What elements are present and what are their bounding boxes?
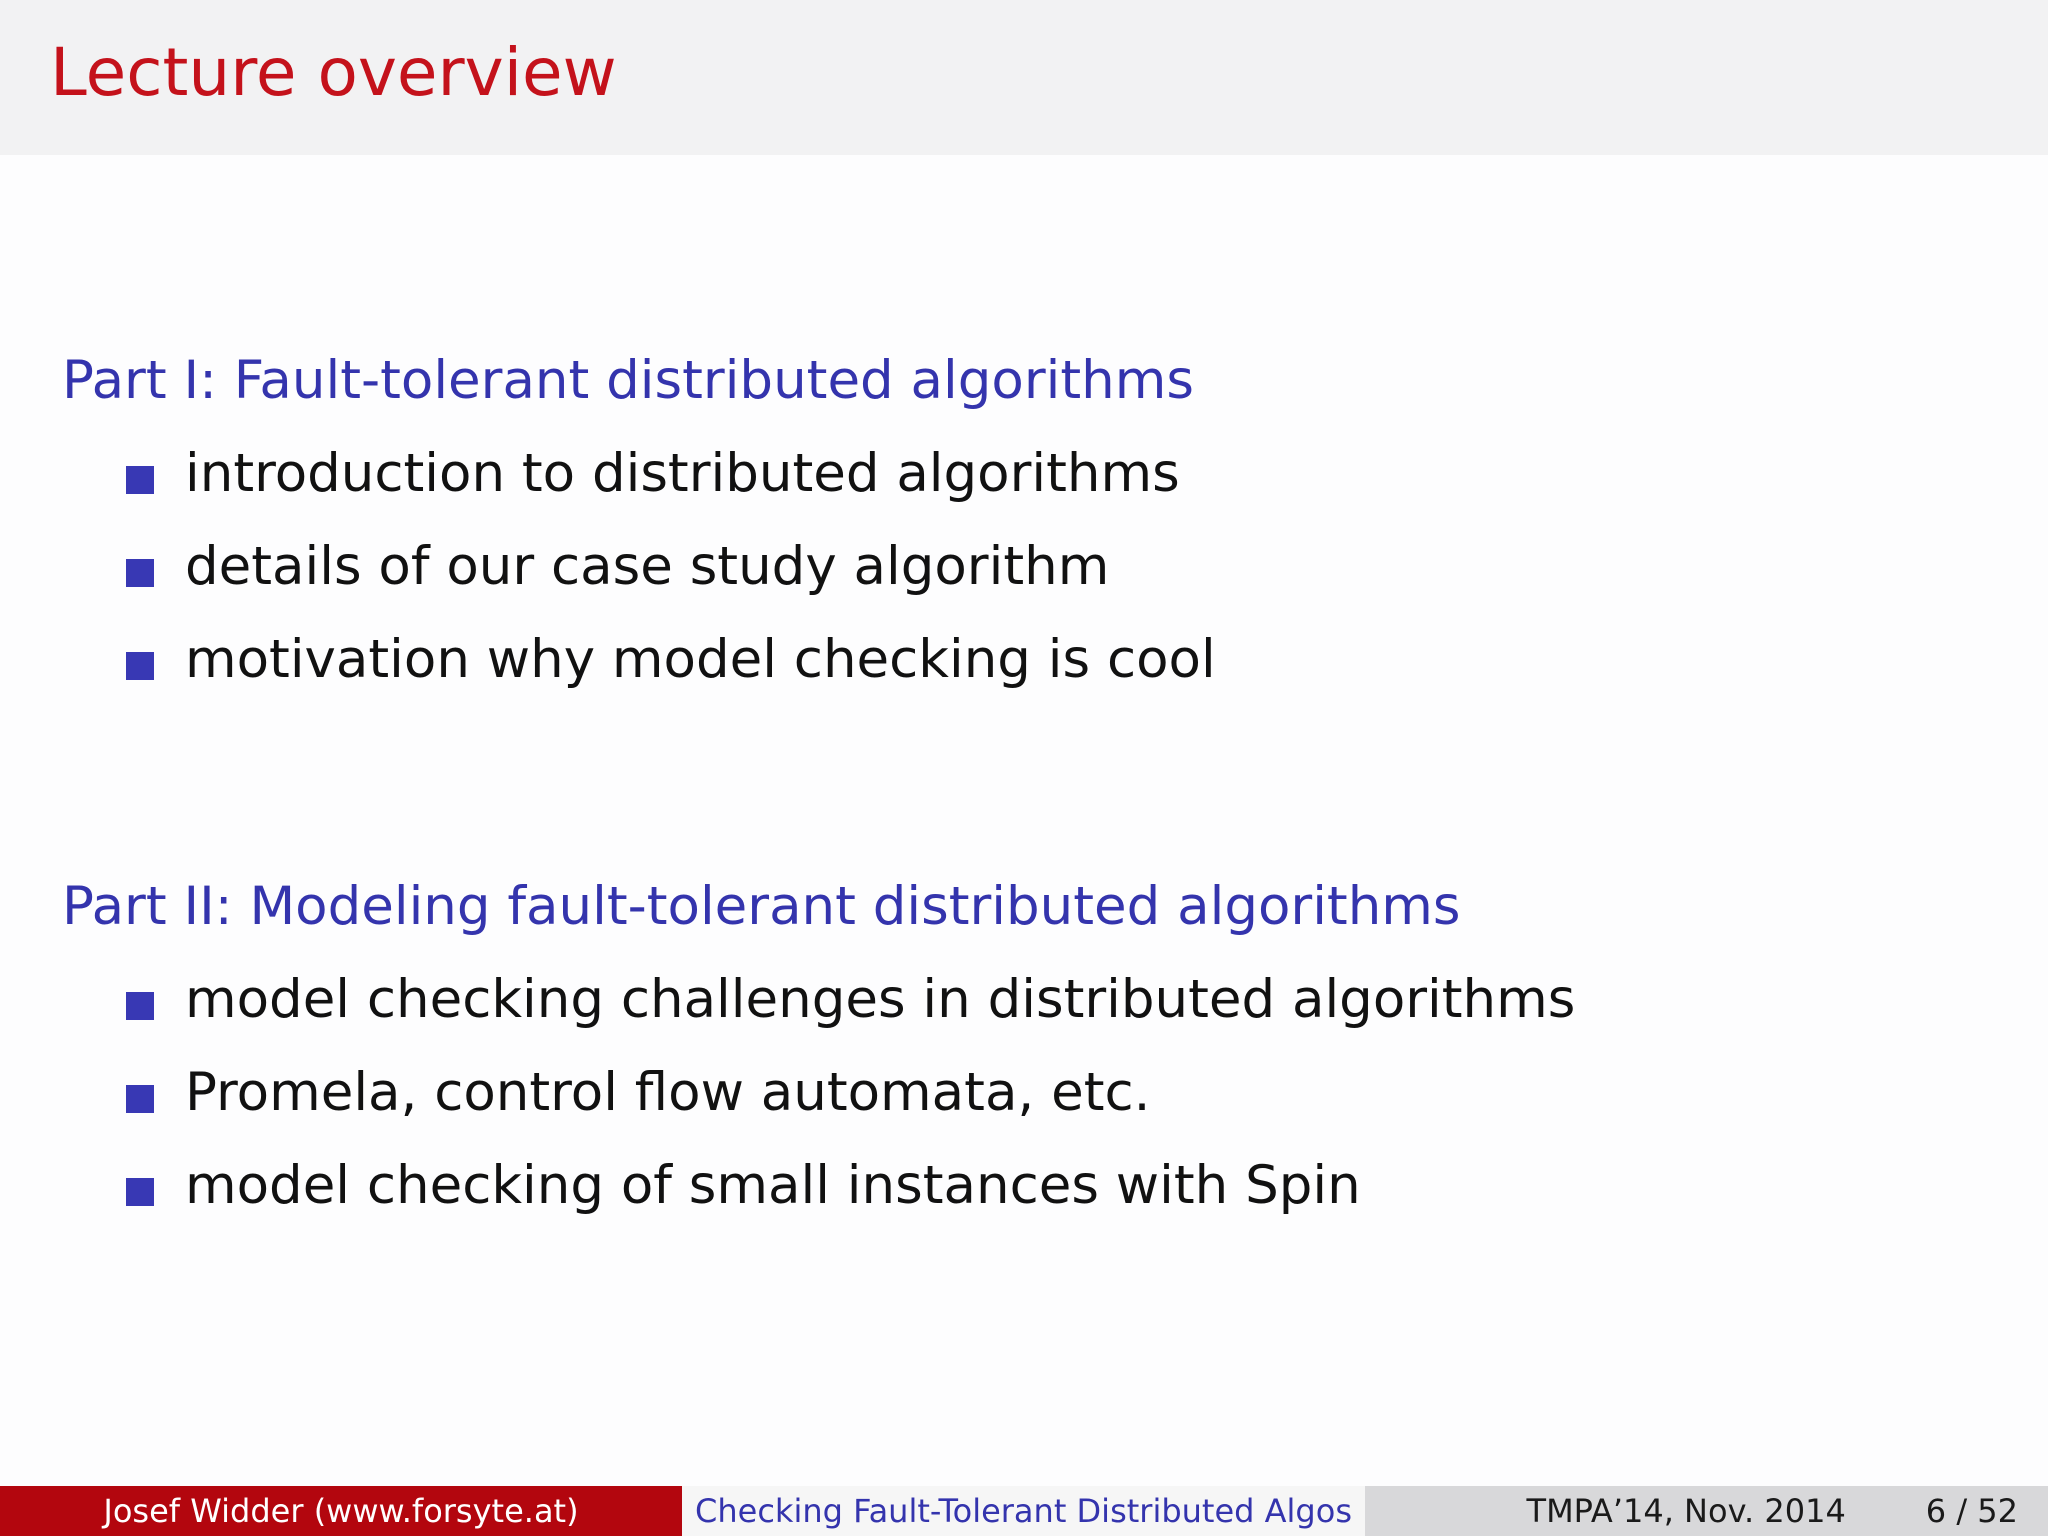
part-1-heading: Part I: Fault-tolerant distributed algorithms — [62, 350, 1194, 411]
list-item: Promela, control flow automata, etc. — [185, 1062, 1151, 1123]
list-item: model checking of small instances with Spin — [185, 1155, 1361, 1216]
slide-header — [0, 0, 2048, 155]
footer-right — [1365, 1486, 2048, 1536]
list-item: motivation why model checking is cool — [185, 629, 1216, 690]
bullet-square-icon — [126, 992, 154, 1020]
slide-title: Lecture overview — [50, 34, 617, 111]
bullet-square-icon — [126, 1178, 154, 1206]
list-item: introduction to distributed algorithms — [185, 443, 1180, 504]
footer-venue: TMPA’14, Nov. 2014 — [1526, 1492, 1846, 1530]
bullet-square-icon — [126, 1085, 154, 1113]
slide-footer — [0, 1486, 2048, 1536]
bullet-square-icon — [126, 559, 154, 587]
footer-author: Josef Widder (www.forsyte.at) — [0, 1486, 682, 1536]
page-number: 6 / 52 — [1925, 1492, 2018, 1530]
list-item: model checking challenges in distributed algorithms — [185, 969, 1576, 1030]
bullet-square-icon — [126, 652, 154, 680]
part-2-heading: Part II: Modeling fault-tolerant distributed algorithms — [62, 876, 1461, 937]
list-item: details of our case study algorithm — [185, 536, 1110, 597]
bullet-square-icon — [126, 466, 154, 494]
footer-talk-title: Checking Fault-Tolerant Distributed Algos — [682, 1486, 1365, 1536]
